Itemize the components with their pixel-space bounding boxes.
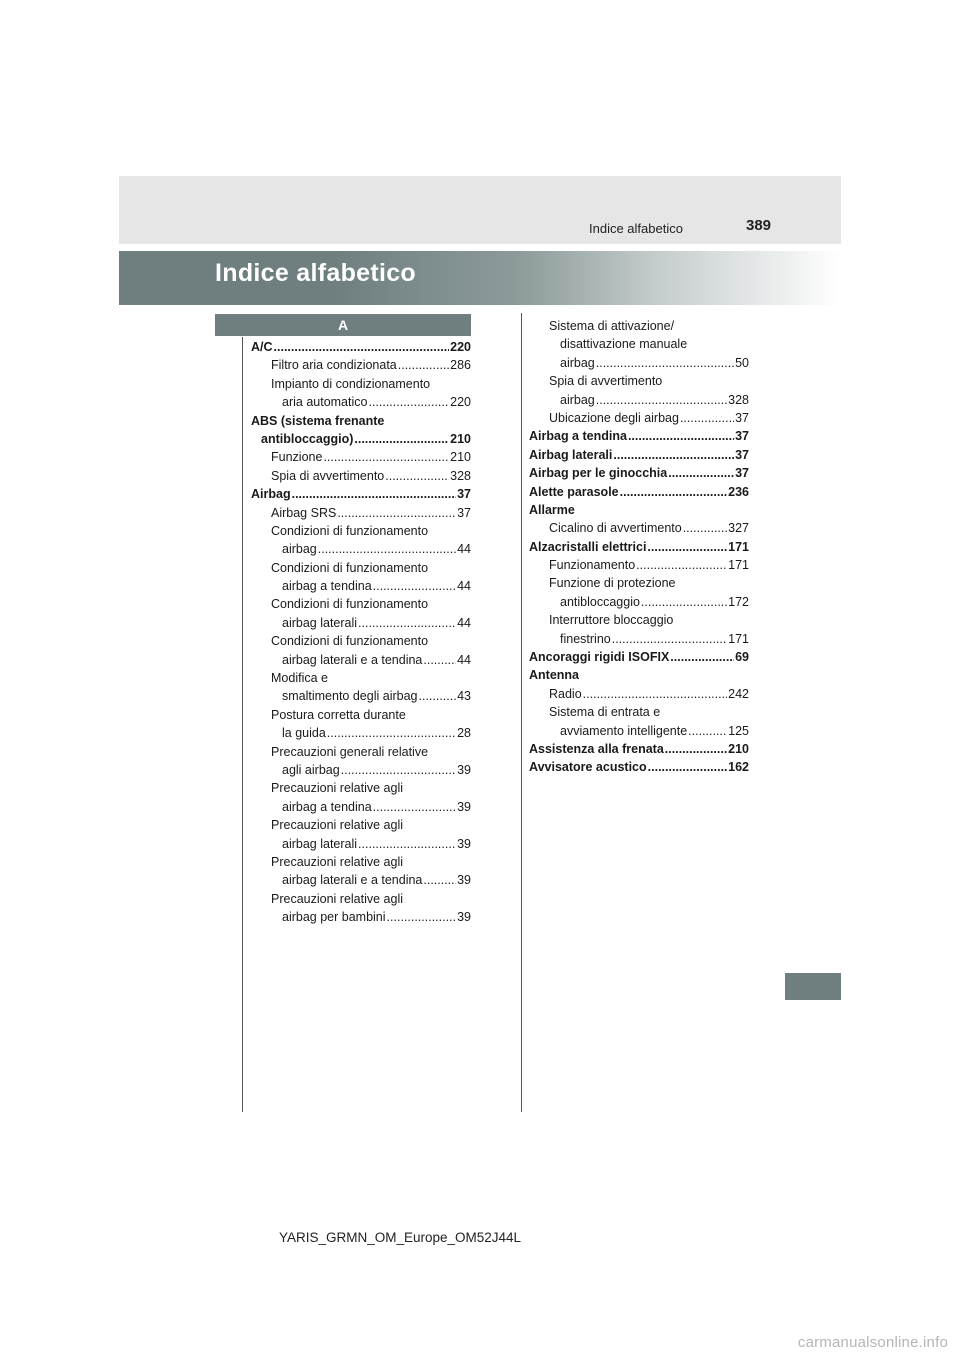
column-divider-middle [521,313,522,1112]
dot-leader [337,504,456,522]
index-entry [529,648,749,666]
index-entry-label: Funzionamento [549,558,636,573]
index-entry [529,446,749,464]
index-entry-label: Sistema di entrata e [549,705,661,720]
dot-leader [670,648,734,666]
index-entry-label: ABS (sistema frenante [251,413,385,428]
header-band [119,176,841,244]
index-entry-label: Spia di avvertimento [271,468,385,483]
index-entry-label: Precauzioni relative agli [271,891,404,906]
index-entry-label: smaltimento degli airbag [282,689,418,704]
dot-leader [596,391,727,409]
index-entry [251,853,471,871]
index-entry-label: Precauzioni relative agli [271,818,404,833]
index-entry [251,412,471,430]
dot-leader [419,687,457,705]
index-entry-page[interactable]: 210 [450,431,471,446]
index-entry [251,559,471,577]
index-entry-label: airbag laterali e a tendina [282,652,423,667]
index-entry-page[interactable]: 37 [735,429,749,444]
index-entry-label: airbag [560,355,595,370]
index-entry [529,427,749,445]
index-entry-label: Funzione di protezione [549,576,676,591]
index-entry-page[interactable]: 162 [728,760,749,775]
index-entry-page[interactable]: 39 [457,873,471,888]
index-entry [529,409,749,427]
index-entry-page[interactable]: 43 [457,689,471,704]
index-entry-page[interactable]: 171 [728,631,749,646]
index-entry-label: avviamento intelligente [560,723,688,738]
index-entry-label: Impianto di condizionamento [271,376,431,391]
index-entry [529,556,749,574]
index-entry-page[interactable]: 50 [735,355,749,370]
dot-leader [358,835,456,853]
index-entry-page[interactable]: 236 [728,484,749,499]
index-entry-page[interactable]: 37 [735,447,749,462]
index-entry [529,593,749,611]
dot-leader [323,448,449,466]
running-section-title: Indice alfabetico [589,221,683,236]
index-entry-label: Radio [549,686,582,701]
index-entry-label: finestrino [560,631,611,646]
dot-leader [648,758,727,776]
index-entry-page[interactable]: 328 [728,392,749,407]
index-entry [251,798,471,816]
index-entry-label: antibloccaggio [560,594,640,609]
index-entry-label: Ancoraggi rigidi ISOFIX [529,650,670,665]
index-entry [251,595,471,613]
dot-leader [373,798,456,816]
index-entry [251,669,471,687]
index-entry-page[interactable]: 125 [728,723,749,738]
index-entry [251,504,471,522]
index-entry [251,577,471,595]
index-entry [251,393,471,411]
index-entry-label: Alzacristalli elettrici [529,539,647,554]
index-entry-label: Filtro aria condizionata [271,358,397,373]
index-entry [529,335,749,353]
index-column-left [251,338,471,927]
index-entry-page[interactable]: 69 [735,650,749,665]
index-entry [529,519,749,537]
index-entry-label: Precauzioni generali relative [271,744,429,759]
index-entry-label: Sistema di attivazione/ [549,319,675,333]
dot-leader [647,538,727,556]
index-entry-page[interactable]: 328 [450,468,471,483]
index-entry [251,743,471,761]
dot-leader [274,338,450,356]
index-entry-label: Avvisatore acustico [529,760,647,775]
index-entry [529,483,749,501]
index-entry-page[interactable]: 39 [457,836,471,851]
dot-leader [398,356,449,374]
index-entry [529,538,749,556]
index-entry [251,540,471,558]
index-entry-label: airbag laterali [282,615,358,630]
index-entry-page[interactable]: 37 [457,505,471,520]
dot-leader [423,651,456,669]
index-entry-page[interactable]: 327 [728,521,749,536]
dot-leader [668,464,734,482]
index-entry [529,354,749,372]
index-entry-page[interactable]: 210 [450,450,471,465]
index-entry-label: Airbag laterali [529,447,613,462]
index-entry [251,724,471,742]
dot-leader [387,908,457,926]
index-entry [529,722,749,740]
dot-leader [318,540,456,558]
index-entry [529,703,749,721]
dot-leader [373,577,456,595]
dot-leader [292,485,457,503]
footer [0,1229,960,1247]
index-entry [251,835,471,853]
index-entry-page[interactable]: 44 [457,615,471,630]
index-entry-label: Condizioni di funzionamento [271,523,429,538]
dot-leader [680,409,734,427]
index-entry [251,908,471,926]
page-title: Indice alfabetico [215,259,416,287]
index-entry [529,464,749,482]
index-entry-label: Condizioni di funzionamento [271,634,429,649]
index-entry-label: A/C [251,340,273,354]
index-entry-label: Airbag a tendina [529,429,627,444]
index-entry [251,706,471,724]
index-entry-page[interactable]: 44 [457,579,471,594]
dot-leader [327,724,456,742]
index-entry [251,522,471,540]
index-entry-page[interactable]: 242 [728,686,749,701]
index-entry-page[interactable]: 37 [735,466,749,481]
index-entry-label: Modifica e [271,671,328,686]
index-entry [251,338,471,356]
index-entry-label: Condizioni di funzionamento [271,597,429,612]
dot-leader [368,393,449,411]
index-entry-label: Postura corretta durante [271,707,406,722]
index-entry [251,871,471,889]
index-letter-heading: A [215,314,471,336]
index-entry [251,779,471,797]
index-entry [529,372,749,390]
dot-leader [641,593,727,611]
dot-leader [583,685,727,703]
dot-leader [636,556,727,574]
index-entry-page[interactable]: 39 [457,799,471,814]
index-entry [529,501,749,519]
index-entry-label: Interruttore bloccaggio [549,613,674,628]
dot-leader [612,630,727,648]
index-entry [529,391,749,409]
index-entry-label: la guida [282,726,326,741]
page-number: 389 [746,217,772,234]
index-entry [251,890,471,908]
index-entry [251,467,471,485]
index-entry [251,761,471,779]
index-entry-label: agli airbag [282,762,340,777]
chapter-tab [785,973,841,1000]
index-entry-page[interactable]: 286 [450,358,471,373]
dot-leader [358,614,456,632]
index-entry [251,816,471,834]
dot-leader [613,446,734,464]
dot-leader [628,427,734,445]
index-entry-label: Assistenza alla frenata [529,741,664,756]
index-entry-label: Spia di avvertimento [549,374,663,389]
index-entry-label: Alette parasole [529,484,619,499]
index-entry-label: airbag laterali e a tendina [282,873,423,888]
dot-leader [665,740,727,758]
index-entry-label: airbag a tendina [282,799,372,814]
index-entry-label: Airbag per le ginocchia [529,466,668,481]
index-entry-page[interactable]: 39 [457,910,471,925]
index-entry-page[interactable]: 44 [457,652,471,667]
index-entry-label: airbag [282,542,317,557]
index-entry [251,430,471,448]
index-entry-label: Condizioni di funzionamento [271,560,429,575]
index-entry [251,687,471,705]
index-column-right [529,317,749,777]
index-entry-label: Antenna [529,668,579,683]
index-entry [251,485,471,503]
index-entry-label: Precauzioni relative agli [271,854,404,869]
index-entry-label: aria automatico [282,395,368,410]
index-entry-page[interactable]: 44 [457,542,471,557]
index-entry-page[interactable]: 172 [728,594,749,609]
index-entry-label: Funzione [271,450,323,465]
index-entry [251,375,471,393]
dot-leader [596,354,734,372]
index-entry [529,574,749,592]
index-entry-label: airbag [560,392,595,407]
index-entry-label: Allarme [529,502,575,517]
dot-leader [341,761,456,779]
index-entry [529,317,749,335]
index-entry [251,356,471,374]
index-entry-label: Precauzioni relative agli [271,781,404,796]
dot-leader [354,430,449,448]
index-entry-label: airbag laterali [282,836,358,851]
index-entry-label: Airbag [251,487,291,502]
index-entry [529,630,749,648]
index-entry-page[interactable]: 210 [728,741,749,756]
index-entry [251,632,471,650]
dot-leader [385,467,449,485]
index-entry-page[interactable]: 37 [457,487,471,502]
dot-leader [423,871,456,889]
index-entry-label: airbag a tendina [282,579,372,594]
index-entry-page[interactable]: 220 [450,395,471,410]
document-code: YARIS_GRMN_OM_Europe_OM52J44L [278,1230,522,1245]
index-entry-page[interactable]: 39 [457,762,471,777]
index-entry [529,685,749,703]
index-entry [251,448,471,466]
index-entry-label: Ubicazione degli airbag [549,410,679,425]
index-entry [529,758,749,776]
index-entry [251,614,471,632]
index-entry-label: disattivazione manuale [560,337,688,352]
dot-leader [620,483,728,501]
index-entry [529,740,749,758]
dot-leader [683,519,727,537]
index-entry-label: Cicalino di avvertimento [549,521,682,536]
watermark: carmanualsonline.info [797,1334,948,1351]
index-entry-label: airbag per bambini [282,910,386,925]
index-entry [251,651,471,669]
index-entry [529,666,749,684]
dot-leader [688,722,727,740]
index-entry-page[interactable]: 171 [728,539,749,554]
index-entry [529,611,749,629]
index-entry-page[interactable]: 171 [728,558,749,573]
index-entry-label: Airbag SRS [271,505,337,520]
column-divider-left [242,337,243,1112]
index-entry-page[interactable]: 37 [735,410,749,425]
index-entry-page[interactable]: 28 [457,726,471,741]
index-entry-label: antibloccaggio) [261,431,354,446]
index-entry-page[interactable]: 220 [450,340,471,354]
